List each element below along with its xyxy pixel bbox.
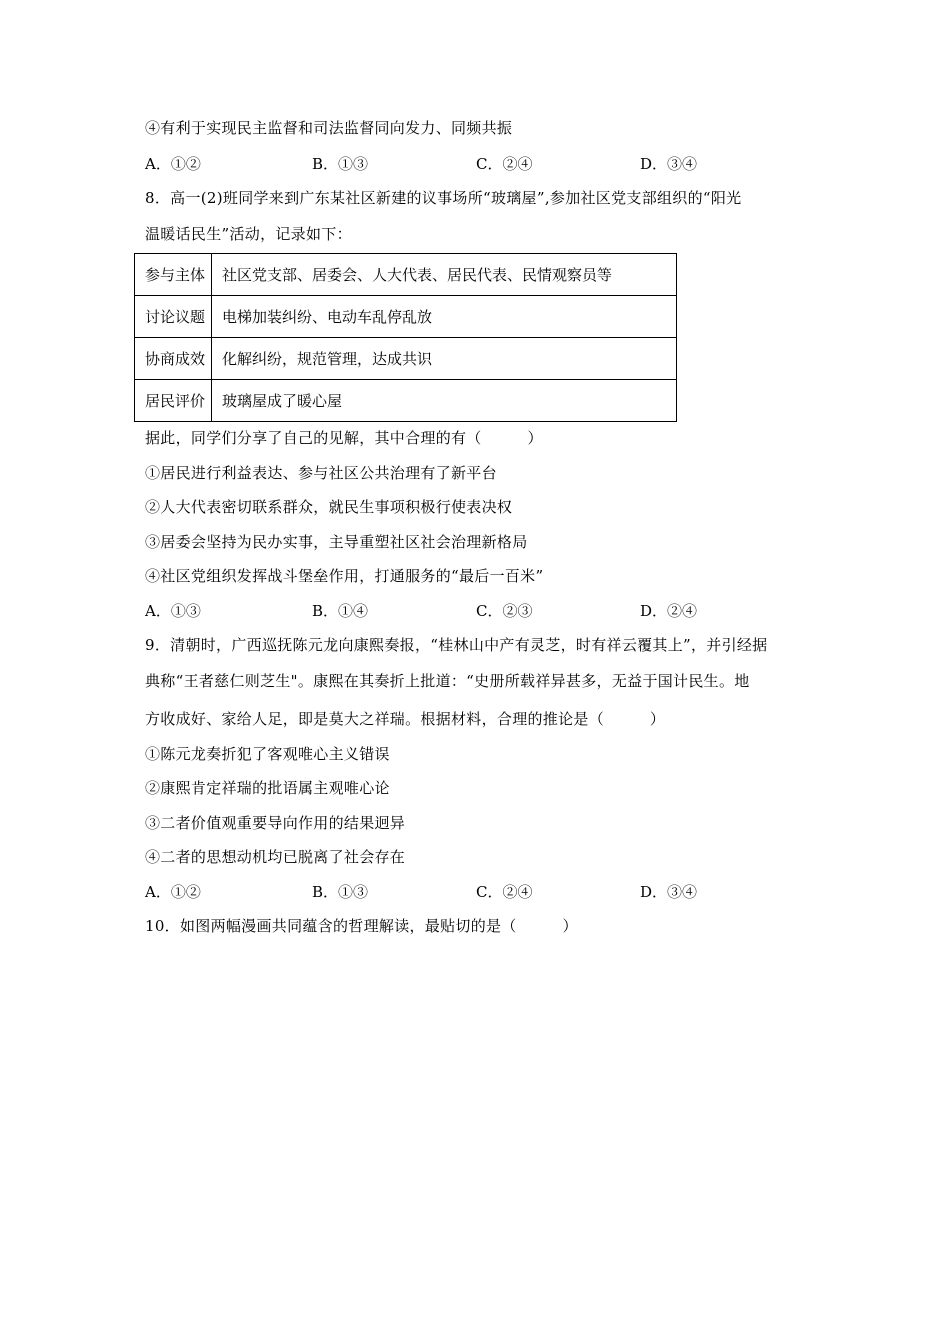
table-value: 化解纠纷，规范管理，达成共识	[212, 338, 677, 380]
prev-question-options	[145, 154, 745, 174]
q8-options	[145, 601, 745, 621]
table-row	[135, 254, 677, 296]
q9-stem-line-1: 9．清朝时，广西巡抚陈元龙向康熙奏报，“桂林山中产有灵芝，时有祥云覆其上”，并引经据	[145, 636, 768, 654]
option-c: C．②④	[476, 155, 533, 173]
q8-ask: 据此，同学们分享了自己的见解，其中合理的有（ ）	[145, 429, 543, 447]
q9-options	[145, 882, 745, 902]
table-value: 社区党支部、居委会、人大代表、居民代表、民情观察员等	[212, 254, 677, 296]
option-d: D．③④	[640, 883, 698, 901]
table-value: 电梯加装纠纷、电动车乱停乱放	[212, 296, 677, 338]
table-key: 参与主体	[135, 254, 212, 296]
prev-question-item-4: ④有利于实现民主监督和司法监督同向发力、同频共振	[145, 119, 513, 137]
q9-item-2: ②康熙肯定祥瑞的批语属主观唯心论	[145, 779, 390, 797]
q8-item-3: ③居委会坚持为民办实事，主导重塑社区社会治理新格局	[145, 533, 528, 551]
q9-item-3: ③二者价值观重要导向作用的结果迥异	[145, 814, 406, 832]
option-a: A．①③	[145, 602, 201, 620]
option-c: C．②③	[476, 602, 533, 620]
q9-stem-line-2: 典称“王者慈仁则芝生"。康熙在其奏折上批道：“史册所载祥异甚多，无益于国计民生。地	[145, 672, 750, 690]
q8-item-4: ④社区党组织发挥战斗堡垒作用，打通服务的“最后一百米”	[145, 567, 544, 585]
q9-item-4: ④二者的思想动机均已脱离了社会存在	[145, 848, 406, 866]
q8-item-1: ①居民进行利益表达、参与社区公共治理有了新平台	[145, 464, 497, 482]
option-a: A．①②	[145, 883, 201, 901]
table-row	[135, 296, 677, 338]
q9-stem-line-3: 方收成好、家给人足，即是莫大之祥瑞。根据材料，合理的推论是（ ）	[145, 710, 666, 728]
option-c: C．②④	[476, 883, 533, 901]
table-row	[135, 338, 677, 380]
q10-stem: 10．如图两幅漫画共同蕴含的哲理解读，最贴切的是（ ）	[145, 917, 578, 935]
option-d: D．③④	[640, 155, 698, 173]
q8-item-2: ②人大代表密切联系群众，就民生事项积极行使表决权	[145, 498, 513, 516]
q8-stem-line-2: 温暖话民生”活动，记录如下：	[145, 225, 352, 243]
table-key: 居民评价	[135, 380, 212, 422]
q8-stem-line-1: 8．高一(2)班同学来到广东某社区新建的议事场所“玻璃屋”,参加社区党支部组织的“阳光	[145, 189, 742, 207]
table-key: 协商成效	[135, 338, 212, 380]
q8-record-table	[134, 253, 677, 422]
option-b: B．①③	[312, 883, 369, 901]
option-d: D．②④	[640, 602, 698, 620]
option-b: B．①③	[312, 155, 369, 173]
q9-item-1: ①陈元龙奏折犯了客观唯心主义错误	[145, 745, 390, 763]
table-key: 讨论议题	[135, 296, 212, 338]
table-value: 玻璃屋成了暖心屋	[212, 380, 677, 422]
table-row	[135, 380, 677, 422]
option-b: B．①④	[312, 602, 369, 620]
option-a: A．①②	[145, 155, 201, 173]
